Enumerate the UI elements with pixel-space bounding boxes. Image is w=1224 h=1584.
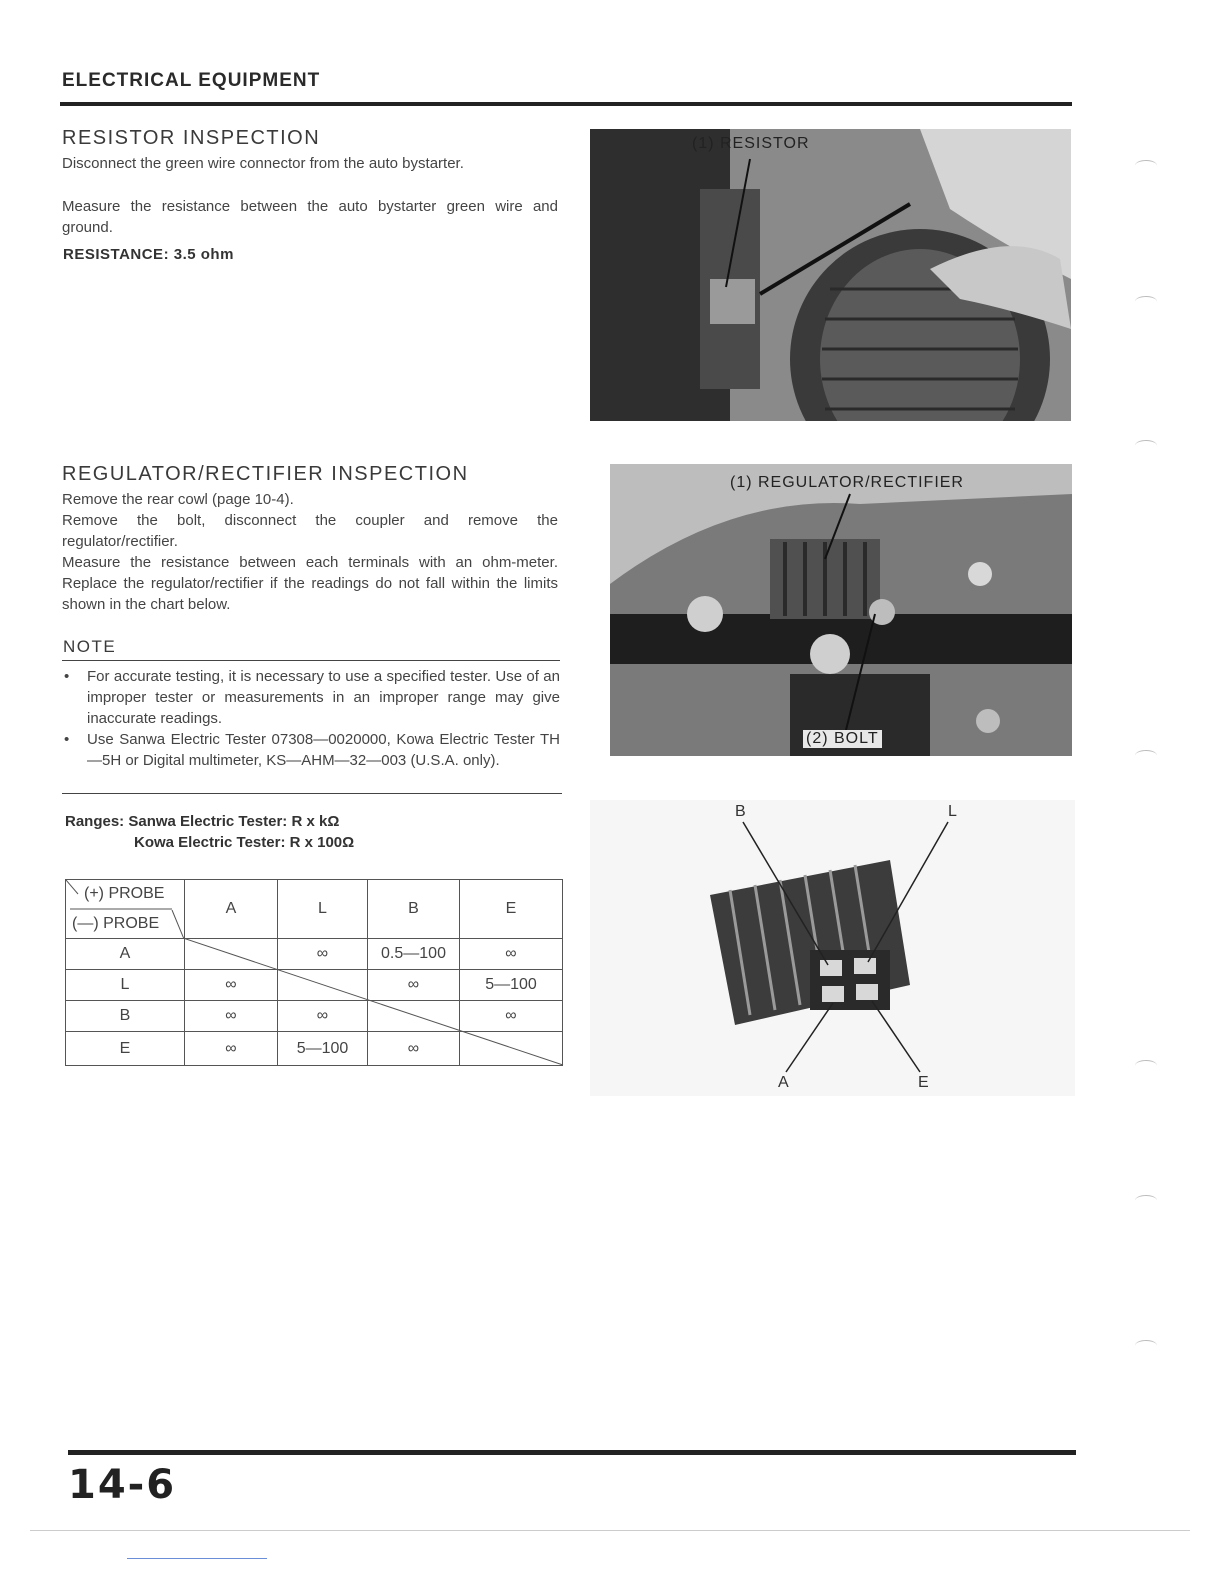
resistor-inspection-title: RESISTOR INSPECTION	[62, 127, 321, 149]
note-top-rule	[62, 660, 560, 661]
resistor-photo-illustration	[590, 129, 1071, 421]
table-cell: ∞	[368, 1032, 460, 1066]
note-bottom-rule	[62, 793, 562, 794]
binder-mark	[1135, 1060, 1157, 1071]
table-header-row	[66, 880, 563, 939]
minus-probe-label: (—) PROBE	[72, 915, 160, 932]
regulator-paragraph-1: Remove the rear cowl (page 10-4).	[62, 491, 294, 508]
note-text: For accurate testing, it is necessary to use a specified tester. Use of an improper tester or measurements in an improper range may give inaccurate readings.	[87, 668, 560, 727]
binder-mark	[1135, 160, 1157, 171]
column-header: L	[278, 880, 368, 939]
regulator-photo-illustration	[610, 464, 1072, 756]
terminal-diagram-illustration	[590, 800, 1075, 1096]
regulator-rectifier-callout: (1) REGULATOR/RECTIFIER	[730, 474, 964, 491]
ranges-line-2: Kowa Electric Tester: R x 100Ω	[134, 834, 355, 851]
note-list	[62, 666, 560, 771]
row-label: E	[66, 1032, 185, 1066]
table-cell: ∞	[185, 1032, 278, 1066]
binder-mark	[1135, 440, 1157, 451]
terminal-label-l: L	[948, 803, 957, 820]
binder-mark	[1135, 1340, 1157, 1351]
regulator-paragraph-2: Remove the bolt, disconnect the coupler and remove the regulator/rectifier.	[62, 512, 558, 550]
row-label: A	[66, 939, 185, 970]
column-header: B	[368, 880, 460, 939]
table-diagonal-line	[183, 938, 565, 1066]
bullet-marker: •	[64, 668, 70, 685]
table-cell: ∞	[460, 939, 563, 970]
table-cell: 0.5—100	[368, 939, 460, 970]
table-cell: ∞	[185, 1001, 278, 1032]
row-label: L	[66, 970, 185, 1001]
resistor-paragraph-1: Disconnect the green wire connector from the auto bystarter.	[62, 155, 464, 172]
column-header: E	[460, 880, 563, 939]
terminal-label-e: E	[918, 1074, 929, 1091]
table-cell: 5—100	[278, 1032, 368, 1066]
regulator-inspection-title: REGULATOR/RECTIFIER INSPECTION	[62, 463, 469, 485]
table-cell: 5—100	[460, 970, 563, 1001]
probe-header-cell	[66, 880, 185, 939]
table-cell: ∞	[278, 939, 368, 970]
footer-rule	[68, 1450, 1076, 1455]
regulator-photo	[610, 464, 1072, 756]
note-title: NOTE	[63, 637, 117, 656]
terminal-label-a: A	[778, 1074, 789, 1091]
row-label: B	[66, 1001, 185, 1032]
table-cell: ∞	[460, 1001, 563, 1032]
resistance-spec: RESISTANCE: 3.5 ohm	[63, 246, 234, 263]
resistor-callout: (1) RESISTOR	[692, 135, 810, 152]
resistor-paragraph-2: Measure the resistance between the auto bystarter green wire and ground.	[62, 198, 558, 236]
plus-probe-label: (+) PROBE	[84, 885, 165, 902]
scan-edge-line	[30, 1530, 1190, 1531]
ranges-line-1: Ranges: Sanwa Electric Tester: R x kΩ	[65, 813, 340, 830]
table-cell: ∞	[278, 1001, 368, 1032]
bolt-callout: (2) BOLT	[803, 730, 882, 748]
terminal-diagram	[590, 800, 1075, 1096]
note-item	[62, 666, 560, 729]
binder-mark	[1135, 1195, 1157, 1206]
table-cell: ∞	[185, 970, 278, 1001]
bullet-marker: •	[64, 731, 70, 748]
section-header: ELECTRICAL EQUIPMENT	[62, 70, 321, 91]
binder-mark	[1135, 296, 1157, 307]
column-header: A	[185, 880, 278, 939]
table-cell: ∞	[368, 970, 460, 1001]
header-rule	[60, 102, 1072, 106]
regulator-paragraph-3: Measure the resistance between each terminals with an ohm-meter. Replace the regulator/rectifier if the readings do not fall within the limits shown in the chart below.	[62, 554, 558, 613]
binder-mark	[1135, 750, 1157, 761]
terminal-label-b: B	[735, 803, 746, 820]
page-number: 14-6	[68, 1462, 177, 1508]
note-text: Use Sanwa Electric Tester 07308—0020000, Kowa Electric Tester TH—5H or Digital multimeter, KS—AHM—32—003 (U.S.A. only).	[87, 731, 560, 769]
scan-blue-line	[127, 1558, 267, 1559]
resistor-photo	[590, 129, 1071, 421]
note-item	[62, 729, 560, 771]
